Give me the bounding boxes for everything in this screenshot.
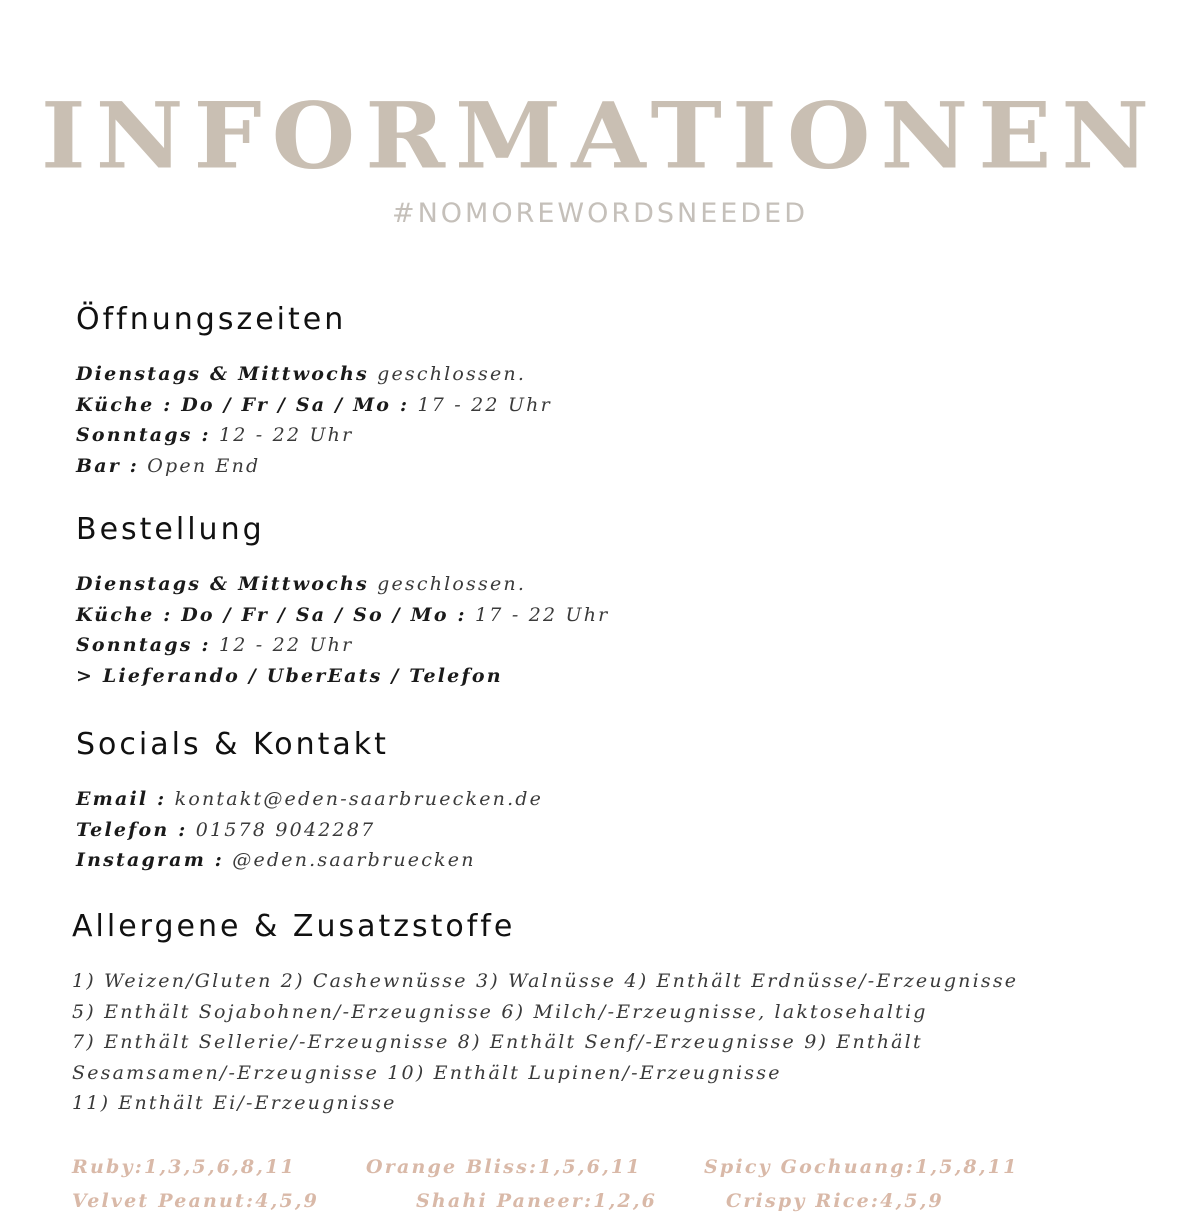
order-line-value: 12 - 22 Uhr [210,634,354,656]
dish-item: Orange Bliss:1,5,6,11 [366,1156,642,1178]
opening-hours-heading: Öffnungszeiten [76,302,347,337]
order-line-label: Küche : Do / Fr / Sa / So / Mo : [76,603,467,626]
opening-line-value: Open End [139,454,261,477]
order-line-value: 17 - 22 Uhr [466,603,610,626]
contact-line-label: Telefon : [76,818,188,841]
dish-item: Crispy Rice:4,5,9 [726,1190,944,1212]
dish-item: Velvet Peanut:4,5,9 [72,1190,320,1212]
order-line [76,661,1156,692]
contact-heading: Socials & Kontakt [76,727,389,762]
page-title: INFORMATIONEN [40,81,1160,190]
allergen-line: Sesamsamen/-Erzeugnisse 10) Enthält Lupinen/-Erzeugnisse [72,1061,782,1084]
contact-line [76,845,1156,876]
opening-hours-section [76,302,1156,481]
contact-line [76,784,1156,815]
order-line [76,630,1156,661]
contact-email-value[interactable]: kontakt@eden-saarbruecken.de [166,788,544,810]
dish-row [72,1190,1172,1224]
order-line [76,569,1156,600]
opening-line-value: geschlossen. [368,363,527,385]
contact-line-label: Instagram : [76,849,225,871]
allergen-line: 5) Enthält Sojabohnen/-Erzeugnisse 6) Milch/-Erzeugnisse, laktosehaltig [72,1000,928,1023]
opening-line-value: 17 - 22 Uhr [409,393,552,416]
order-line-label: > Lieferando / UberEats / Telefon [76,664,503,687]
dish-item: Spicy Gochuang:1,5,8,11 [704,1156,1019,1178]
order-line-label: Dienstags & Mittwochs [76,573,369,595]
opening-line [76,359,1156,390]
order-section [76,512,1156,691]
order-line [76,600,1156,631]
opening-line [76,451,1156,482]
opening-line-label: Dienstags & Mittwochs [76,363,369,385]
dish-row [72,1156,1172,1190]
allergen-line: 7) Enthält Sellerie/-Erzeugnisse 8) Enthält Senf/-Erzeugnisse 9) Enthält [72,1031,923,1053]
allergen-line: 11) Enthält Ei/-Erzeugnisse [72,1092,397,1114]
dish-allergen-list [72,1156,1172,1224]
contact-line-label: Email : [76,788,167,810]
allergen-line: 1) Weizen/Gluten 2) Cashewnüsse 3) Walnüsse 4) Enthält Erdnüsse/-Erzeugnisse [72,970,1019,992]
opening-line [76,390,1156,421]
opening-line-value: 12 - 22 Uhr [210,424,354,446]
contact-phone-value[interactable]: 01578 9042287 [187,818,376,841]
dish-item: Shahi Paneer:1,2,6 [416,1190,658,1212]
order-line-value: geschlossen. [368,573,527,595]
allergens-section [72,909,1152,1119]
opening-line-label: Sonntags : [76,424,211,446]
opening-line-label: Bar : [76,454,140,477]
opening-line [76,420,1156,451]
contact-instagram-value[interactable]: @eden.saarbruecken [224,849,476,871]
order-line-label: Sonntags : [76,634,211,656]
contact-section [76,727,1156,876]
opening-line-label: Küche : Do / Fr / Sa / Mo : [76,393,410,416]
order-heading: Bestellung [76,512,265,547]
allergens-heading: Allergene & Zusatzstoffe [72,909,516,944]
page-subtitle: #NOMOREWORDSNEEDED [391,198,809,229]
contact-line [76,815,1156,846]
dish-item: Ruby:1,3,5,6,8,11 [72,1156,296,1178]
